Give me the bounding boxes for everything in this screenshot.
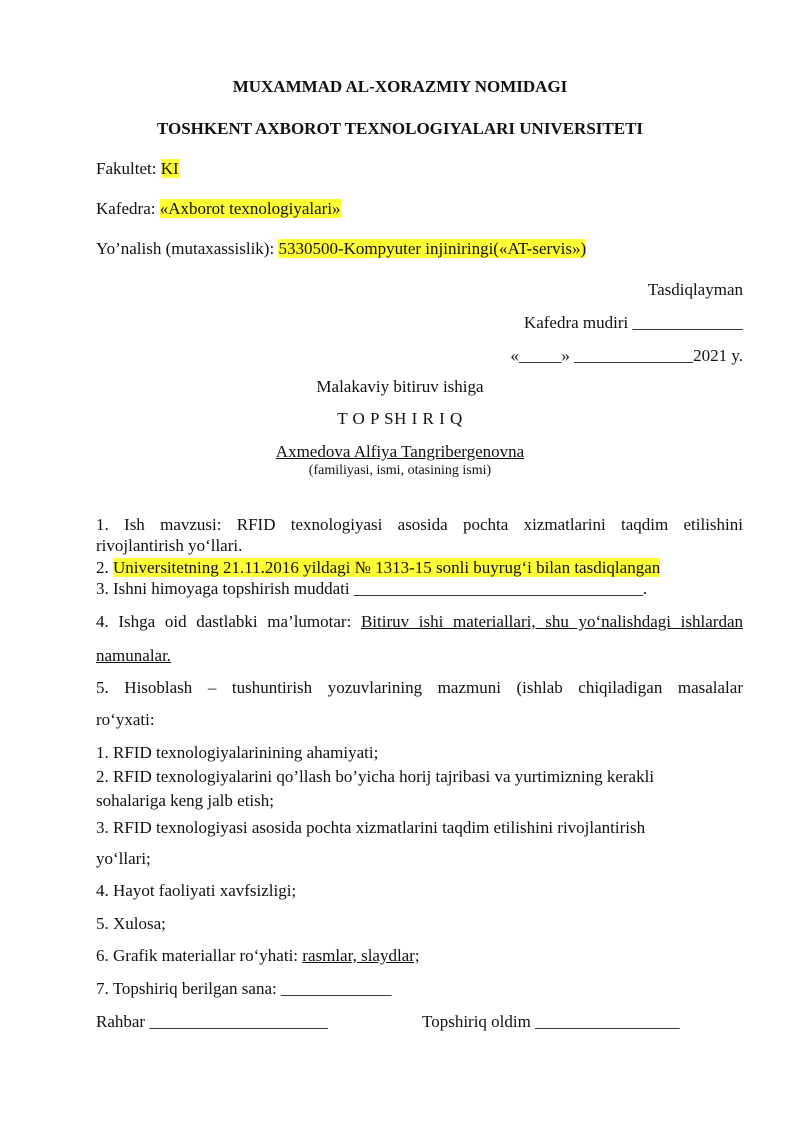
receiver-signature: Topshiriq oldim _________________ [422, 1012, 680, 1031]
item-initial-data-value: Bitiruv ishi materiallari, shu yo‘nalishdagi ishlardan [360, 612, 743, 631]
department-line [96, 199, 341, 219]
item-approval-order [96, 558, 660, 578]
student-name-note: (familiyasi, ismi, otasining ismi) [308, 463, 492, 478]
subitem-2-line1: 2. RFID texnologiyalarini qo’llash bo’yicha horij tajribasi va yurtimizning kerakli [96, 767, 655, 786]
approval-date-line: «_____» ______________2021 y. [510, 346, 743, 365]
item-contents-line1: 5. Hisoblash – tushuntirish yozuvlarining mazmuni (ishlab chiqiladigan masalalar [96, 678, 743, 697]
faculty-value: KI [160, 159, 179, 178]
item-approval-text: Universitetning 21.11.2016 yildagi № 1313-15 sonli buyrug‘i bilan tasdiqlangan [113, 558, 661, 577]
item-graphics [96, 946, 420, 966]
approval-text: Tasdiqlayman [647, 280, 743, 299]
supervisor-signature: Rahbar _____________________ [96, 1012, 328, 1031]
item-topic-line2: rivojlantirish yo‘llari. [96, 536, 243, 555]
item-contents-line2: ro‘yxati: [96, 710, 155, 729]
university-name-line2: TOSHKENT AXBOROT TEXNOLOGIYALARI UNIVERSITETI [156, 119, 644, 138]
item-initial-data-line1 [96, 612, 743, 632]
direction-value: 5330500-Kompyuter injiniringi(«AT-servis») [278, 239, 587, 258]
item-deadline: 3. Ishni himoyaga topshirish muddati __________________________________. [96, 579, 648, 598]
university-name-line1: MUXAMMAD AL-XORAZMIY NOMIDAGI [232, 77, 568, 96]
task-title: T O P SH I R I Q [337, 409, 463, 428]
head-signature-line: Kafedra mudiri _____________ [523, 313, 743, 332]
item-topic [96, 515, 743, 535]
item-topic-line1: 1. Ish mavzusi: RFID texnologiyasi asosida pochta xizmatlarini taqdim etilishini [96, 515, 743, 534]
subitem-2-line2: sohalariga keng jalb etish; [96, 791, 274, 810]
item-graphics-value: rasmlar, slaydlar; [302, 946, 420, 965]
student-name: Axmedova Alfiya Tangribergenovna [275, 442, 525, 461]
faculty-line [96, 159, 179, 179]
item-graphics-label: 6. Grafik materiallar ro‘yhati: [96, 946, 303, 965]
direction-line [96, 239, 586, 259]
subitem-3-line1: 3. RFID texnologiyasi asosida pochta xizmatlarini taqdim etilishini rivojlantirish [96, 818, 646, 837]
item-initial-data-line2: namunalar. [96, 646, 172, 665]
item-initial-data [96, 612, 743, 632]
item-contents [96, 678, 743, 698]
subitem-4: 4. Hayot faoliyati xavfsizligi; [96, 881, 297, 900]
item-initial-data-label: 4. Ishga oid dastlabki ma’lumotar: [96, 612, 361, 631]
subitem-3-line2: yo‘llari; [96, 849, 151, 868]
item-issue-date: 7. Topshiriq berilgan sana: _____________ [96, 979, 392, 998]
direction-label: Yo’nalish (mutaxassislik): [96, 239, 279, 258]
department-label: Kafedra: [96, 199, 160, 218]
item-approval-number: 2. [96, 558, 113, 577]
department-value: «Axborot texnologiyalari» [159, 199, 341, 218]
task-subtitle: Malakaviy bitiruv ishiga [316, 377, 484, 396]
subitem-5: 5. Xulosa; [96, 914, 166, 933]
faculty-label: Fakultet: [96, 159, 161, 178]
subitem-1: 1. RFID texnologiyalarinining ahamiyati; [96, 743, 379, 762]
